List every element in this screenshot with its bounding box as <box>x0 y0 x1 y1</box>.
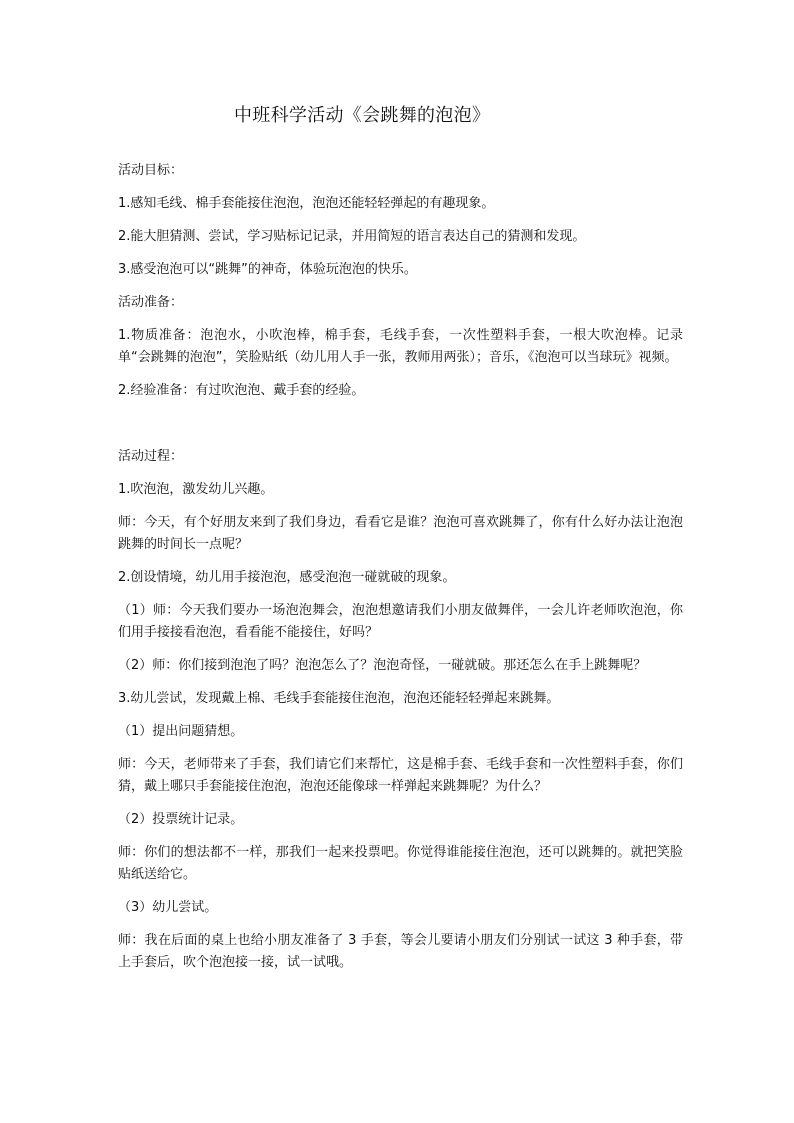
section-heading-process: 活动过程： <box>118 449 184 464</box>
process-item: 师：今天，老师带来了手套，我们请它们来帮忙，这是棉手套、毛线手套和一次性塑料手套，你们猜，戴上哪只手套能接住泡泡，泡泡还能像球一样弹起来跳舞呢？为什么？ <box>118 757 683 794</box>
goal-item: 1.感知毛线、棉手套能接住泡泡，泡泡还能轻轻弹起的有趣现象。 <box>118 196 495 211</box>
process-item: 1.吹泡泡，激发幼儿兴趣。 <box>118 482 274 497</box>
process-item: 师：你们的想法都不一样，那我们一起来投票吧。你觉得谁能接住泡泡，还可以跳舞的。就把笑脸贴纸送给它。 <box>118 845 683 882</box>
section-heading-preparation: 活动准备： <box>118 295 184 310</box>
process-item: （1）提出问题猜想。 <box>118 724 244 739</box>
preparation-item: 2.经验准备：有过吹泡泡、戴手套的经验。 <box>118 383 365 398</box>
section-heading-goals: 活动目标： <box>118 163 184 178</box>
process-item: 师：我在后面的桌上也给小朋友准备了 3 手套，等会儿要请小朋友们分别试一试这 3 种手套，带上手套后，吹个泡泡接一接，试一试哦。 <box>118 933 683 970</box>
process-item: （3）幼儿尝试。 <box>118 900 218 915</box>
goal-item: 3.感受泡泡可以“跳舞”的神奇，体验玩泡泡的快乐。 <box>118 262 417 277</box>
process-item: 2.创设情境，幼儿用手接泡泡，感受泡泡一碰就破的现象。 <box>118 570 456 585</box>
goal-item: 2.能大胆猜测、尝试，学习贴标记记录，并用简短的语言表达自己的猜测和发现。 <box>118 229 586 244</box>
process-item: （2）投票统计记录。 <box>118 812 244 827</box>
document-body <box>118 160 683 985</box>
process-item: 3.幼儿尝试，发现戴上棉、毛线手套能接住泡泡，泡泡还能轻轻弹起来跳舞。 <box>118 691 560 706</box>
document-title: 中班科学活动《会跳舞的泡泡》 <box>234 105 491 126</box>
process-item: （2）师：你们接到泡泡了吗？泡泡怎么了？泡泡奇怪，一碰就破。那还怎么在手上跳舞呢？ <box>118 658 647 673</box>
process-item: （1）师：今天我们要办一场泡泡舞会，泡泡想邀请我们小朋友做舞伴，一会儿许老师吹泡泡，你们用手接接看泡泡，看看能不能接住，好吗？ <box>118 603 683 640</box>
preparation-item: 1.物质准备：泡泡水，小吹泡棒，棉手套，毛线手套，一次性塑料手套，一根大吹泡棒。记录单“会跳舞的泡泡”，笑脸贴纸（幼儿用人手一张，教师用两张）；音乐，《泡泡可以当球玩》视频。 <box>118 328 683 365</box>
section-spacer <box>118 413 683 446</box>
process-item: 师：今天，有个好朋友来到了我们身边，看看它是谁？泡泡可喜欢跳舞了，你有什么好办法让泡泡跳舞的时间长一点呢？ <box>118 515 683 552</box>
